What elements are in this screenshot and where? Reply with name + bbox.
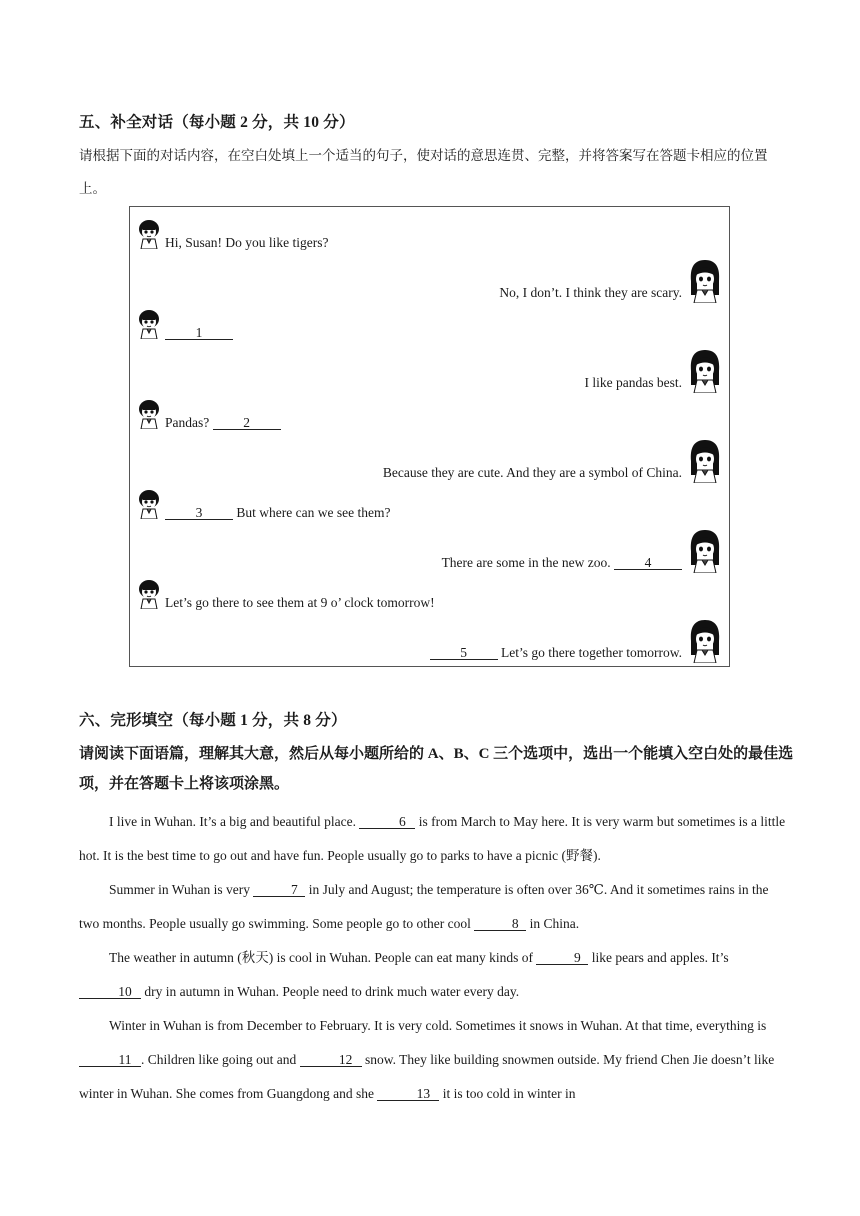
- answer-blank-4[interactable]: 4: [614, 556, 682, 570]
- dialogue-line-5: [165, 415, 281, 431]
- dialogue-text: Pandas?: [165, 415, 213, 430]
- cloze-blank-12[interactable]: 12: [300, 1053, 362, 1067]
- dialogue-line-10: [430, 645, 682, 661]
- cloze-blank-10[interactable]: 10: [79, 985, 141, 999]
- boy-avatar-icon: [138, 489, 160, 519]
- dialogue-line-1: Hi, Susan! Do you like tigers?: [165, 235, 329, 250]
- girl-avatar-icon: [688, 259, 722, 303]
- answer-blank-1[interactable]: 1: [165, 326, 233, 340]
- answer-blank-5[interactable]: 5: [430, 646, 498, 660]
- section-5-title: 五、补全对话（每小题 2 分，共 10 分）: [79, 114, 355, 131]
- girl-avatar-icon: [688, 529, 722, 573]
- girl-avatar-icon: [688, 619, 722, 663]
- dialogue-line-6: Because they are cute. And they are a symbol of China.: [382, 465, 682, 480]
- boy-avatar-icon: [138, 219, 160, 249]
- dialogue-line-9: Let’s go there to see them at 9 o’ clock tomorrow!: [165, 595, 435, 610]
- boy-avatar-icon: [138, 309, 160, 339]
- cloze-blank-13[interactable]: 13: [377, 1087, 439, 1101]
- answer-blank-2[interactable]: 2: [213, 416, 281, 430]
- dialogue-line-4: I like pandas best.: [584, 375, 682, 390]
- dialogue-text: There are some in the new zoo.: [441, 555, 614, 570]
- boy-avatar-icon: [138, 399, 160, 429]
- cloze-blank-11[interactable]: 11: [79, 1053, 141, 1067]
- boy-avatar-icon: [138, 579, 160, 609]
- dialogue-text: But where can we see them?: [233, 505, 391, 520]
- dialogue-text: Let’s go there together tomorrow.: [497, 645, 682, 660]
- section-6-title: 六、完形填空（每小题 1 分，共 8 分）: [79, 712, 347, 729]
- girl-avatar-icon: [688, 439, 722, 483]
- passage-paragraph-4: Winter in Wuhan is from December to February. It is very cold. Sometimes it snows in Wuhan. At that time, everything is 11 . Children like going out and 12 snow. They like building snowmen outside. My friend Chen Jie doesn’t like winter in Wuhan. She comes from Guangdong and she 13 it is too cold in winter in: [79, 1018, 775, 1101]
- dialogue-line-2: No, I don’t. I think they are scary.: [499, 285, 682, 300]
- girl-avatar-icon: [688, 349, 722, 393]
- answer-blank-3[interactable]: 3: [165, 506, 233, 520]
- cloze-passage: [79, 805, 791, 1111]
- section-6-instruction: 请阅读下面语篇，理解其大意，然后从每小题所给的 A、B、C 三个选项中，选出一个能填入空白处的最佳选项，并在答题卡上将该项涂黑。: [79, 746, 794, 792]
- dialogue-line-7: [165, 505, 390, 521]
- dialogue-box: [129, 206, 730, 667]
- cloze-blank-6[interactable]: 6: [359, 815, 415, 829]
- passage-paragraph-1: I live in Wuhan. It’s a big and beautiful place. 6 is from March to May here. It is very warm but sometimes is a little hot. It is the best time to go out and have fun. People usually go to parks to have a picnic (野餐).: [79, 814, 786, 863]
- cloze-blank-7[interactable]: 7: [253, 883, 305, 897]
- dialogue-line-3: [165, 325, 233, 341]
- section-5-instruction: 请根据下面的对话内容，在空白处填上一个适当的句子，使对话的意思连贯、完整，并将答案写在答题卡相应的位置上。: [79, 148, 768, 196]
- passage-paragraph-2: Summer in Wuhan is very 7 in July and August; the temperature is often over 36℃. And it sometimes rains in the two months. People usually go swimming. Some people go to other cool 8 in China.: [79, 882, 769, 931]
- passage-paragraph-3: The weather in autumn (秋天) is cool in Wuhan. People can eat many kinds of 9 like pears and apples. It’s 10 dry in autumn in Wuhan. People need to drink much water every day.: [79, 941, 791, 1009]
- cloze-blank-9[interactable]: 9: [536, 951, 588, 965]
- dialogue-line-8: [442, 555, 682, 571]
- cloze-blank-8[interactable]: 8: [474, 917, 526, 931]
